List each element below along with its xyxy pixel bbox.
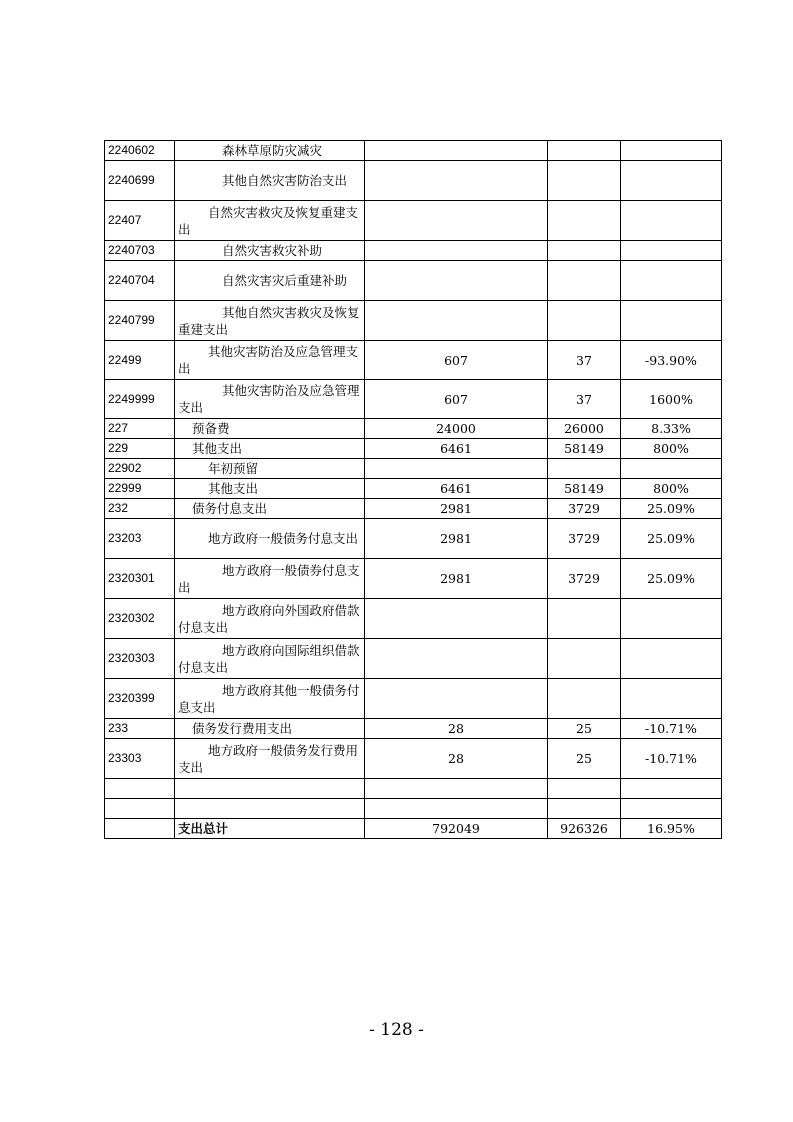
- row-name: 自然灾害救灾及恢复重建支出: [175, 201, 365, 241]
- row-name: 其他自然灾害防治支出: [175, 161, 365, 201]
- row-name: 支出总计: [175, 819, 365, 839]
- table-row: [105, 459, 722, 479]
- table-row: [105, 599, 722, 639]
- row-code: 229: [105, 439, 175, 459]
- table-row: [105, 301, 722, 341]
- row-change-percent: -93.90%: [621, 341, 722, 380]
- table-row: [105, 559, 722, 599]
- row-name: 其他自然灾害救灾及恢复重建支出: [175, 301, 365, 341]
- row-name: 自然灾害救灾补助: [175, 241, 365, 261]
- row-value-current: [548, 201, 621, 241]
- row-value-previous: 2981: [365, 499, 548, 519]
- row-name: 其他灾害防治及应急管理支出: [175, 380, 365, 419]
- row-value-previous: 607: [365, 380, 548, 419]
- row-value-current: [548, 639, 621, 679]
- row-name: 其他支出: [175, 439, 365, 459]
- table-row: [105, 141, 722, 161]
- row-name: 地方政府其他一般债务付息支出: [175, 679, 365, 719]
- row-code: [105, 799, 175, 819]
- row-value-previous: [365, 779, 548, 799]
- row-change-percent: 25.09%: [621, 499, 722, 519]
- row-value-previous: [365, 261, 548, 301]
- row-name: [175, 779, 365, 799]
- row-value-current: [548, 301, 621, 341]
- page-number: - 128 -: [369, 1020, 424, 1040]
- row-change-percent: [621, 799, 722, 819]
- row-change-percent: [621, 201, 722, 241]
- row-code: 2240602: [105, 141, 175, 161]
- table-row: [105, 739, 722, 779]
- row-value-current: 25: [548, 739, 621, 779]
- row-code: 22499: [105, 341, 175, 380]
- row-code: 22999: [105, 479, 175, 499]
- table-row: [105, 519, 722, 559]
- row-code: [105, 779, 175, 799]
- row-name: 其他灾害防治及应急管理支出: [175, 341, 365, 380]
- row-code: 2249999: [105, 380, 175, 419]
- row-value-previous: [365, 201, 548, 241]
- row-value-previous: 28: [365, 739, 548, 779]
- table-row: [105, 419, 722, 439]
- row-value-previous: 6461: [365, 439, 548, 459]
- row-change-percent: [621, 241, 722, 261]
- row-value-previous: 2981: [365, 519, 548, 559]
- row-name: 地方政府一般债券付息支出: [175, 559, 365, 599]
- row-name: [175, 799, 365, 819]
- table-row: [105, 380, 722, 419]
- row-change-percent: [621, 161, 722, 201]
- row-value-previous: [365, 241, 548, 261]
- row-change-percent: [621, 459, 722, 479]
- row-code: 2240799: [105, 301, 175, 341]
- row-change-percent: [621, 261, 722, 301]
- row-value-previous: [365, 599, 548, 639]
- row-value-current: 37: [548, 380, 621, 419]
- budget-table-body: [105, 141, 722, 839]
- row-change-percent: [621, 301, 722, 341]
- row-value-previous: 6461: [365, 479, 548, 499]
- table-row: [105, 779, 722, 799]
- row-value-current: 3729: [548, 519, 621, 559]
- row-name: 森林草原防灾减灾: [175, 141, 365, 161]
- row-value-current: [548, 241, 621, 261]
- row-code: 2240699: [105, 161, 175, 201]
- row-value-current: 25: [548, 719, 621, 739]
- row-value-previous: 28: [365, 719, 548, 739]
- table-row: [105, 799, 722, 819]
- row-code: 227: [105, 419, 175, 439]
- row-value-previous: [365, 141, 548, 161]
- table-row: [105, 679, 722, 719]
- row-value-previous: [365, 301, 548, 341]
- budget-table: [104, 140, 722, 839]
- row-change-percent: 16.95%: [621, 819, 722, 839]
- row-value-current: 58149: [548, 439, 621, 459]
- row-value-previous: [365, 679, 548, 719]
- row-change-percent: 1600%: [621, 380, 722, 419]
- table-row: [105, 241, 722, 261]
- row-code: 23203: [105, 519, 175, 559]
- row-code: [105, 819, 175, 839]
- row-code: 233: [105, 719, 175, 739]
- table-row: [105, 819, 722, 839]
- row-value-current: 58149: [548, 479, 621, 499]
- row-value-current: 37: [548, 341, 621, 380]
- row-change-percent: 800%: [621, 439, 722, 459]
- row-value-previous: [365, 639, 548, 679]
- row-value-previous: 607: [365, 341, 548, 380]
- row-code: 2240704: [105, 261, 175, 301]
- row-name: 地方政府一般债务付息支出: [175, 519, 365, 559]
- row-change-percent: [621, 679, 722, 719]
- row-change-percent: 25.09%: [621, 519, 722, 559]
- row-value-current: [548, 779, 621, 799]
- row-value-previous: [365, 799, 548, 819]
- row-change-percent: [621, 779, 722, 799]
- row-value-current: [548, 141, 621, 161]
- table-row: [105, 439, 722, 459]
- row-value-previous: 792049: [365, 819, 548, 839]
- row-value-current: [548, 799, 621, 819]
- row-name: 地方政府一般债务发行费用支出: [175, 739, 365, 779]
- table-row: [105, 479, 722, 499]
- row-value-current: 3729: [548, 499, 621, 519]
- row-value-previous: [365, 161, 548, 201]
- row-value-previous: 24000: [365, 419, 548, 439]
- table-row: [105, 719, 722, 739]
- row-name: 债务发行费用支出: [175, 719, 365, 739]
- table-row: [105, 341, 722, 380]
- row-code: 23303: [105, 739, 175, 779]
- table-row: [105, 499, 722, 519]
- row-code: 2320301: [105, 559, 175, 599]
- row-value-current: 3729: [548, 559, 621, 599]
- row-change-percent: 25.09%: [621, 559, 722, 599]
- row-value-current: [548, 599, 621, 639]
- row-value-current: 26000: [548, 419, 621, 439]
- row-code: 22407: [105, 201, 175, 241]
- row-code: 232: [105, 499, 175, 519]
- row-name: 地方政府向国际组织借款付息支出: [175, 639, 365, 679]
- row-value-previous: [365, 459, 548, 479]
- row-value-current: [548, 261, 621, 301]
- row-change-percent: 8.33%: [621, 419, 722, 439]
- row-name: 债务付息支出: [175, 499, 365, 519]
- row-name: 自然灾害灾后重建补助: [175, 261, 365, 301]
- row-value-previous: 2981: [365, 559, 548, 599]
- row-change-percent: -10.71%: [621, 719, 722, 739]
- row-change-percent: [621, 639, 722, 679]
- row-name: 地方政府向外国政府借款付息支出: [175, 599, 365, 639]
- row-value-current: [548, 459, 621, 479]
- row-code: 2240703: [105, 241, 175, 261]
- row-code: 22902: [105, 459, 175, 479]
- row-name: 其他支出: [175, 479, 365, 499]
- table-row: [105, 201, 722, 241]
- row-value-current: [548, 679, 621, 719]
- row-name: 预备费: [175, 419, 365, 439]
- table-row: [105, 261, 722, 301]
- row-code: 2320302: [105, 599, 175, 639]
- row-code: 2320303: [105, 639, 175, 679]
- row-change-percent: [621, 599, 722, 639]
- row-code: 2320399: [105, 679, 175, 719]
- row-change-percent: 800%: [621, 479, 722, 499]
- row-change-percent: [621, 141, 722, 161]
- table-row: [105, 161, 722, 201]
- row-name: 年初预留: [175, 459, 365, 479]
- table-row: [105, 639, 722, 679]
- row-value-current: 926326: [548, 819, 621, 839]
- row-value-current: [548, 161, 621, 201]
- row-change-percent: -10.71%: [621, 739, 722, 779]
